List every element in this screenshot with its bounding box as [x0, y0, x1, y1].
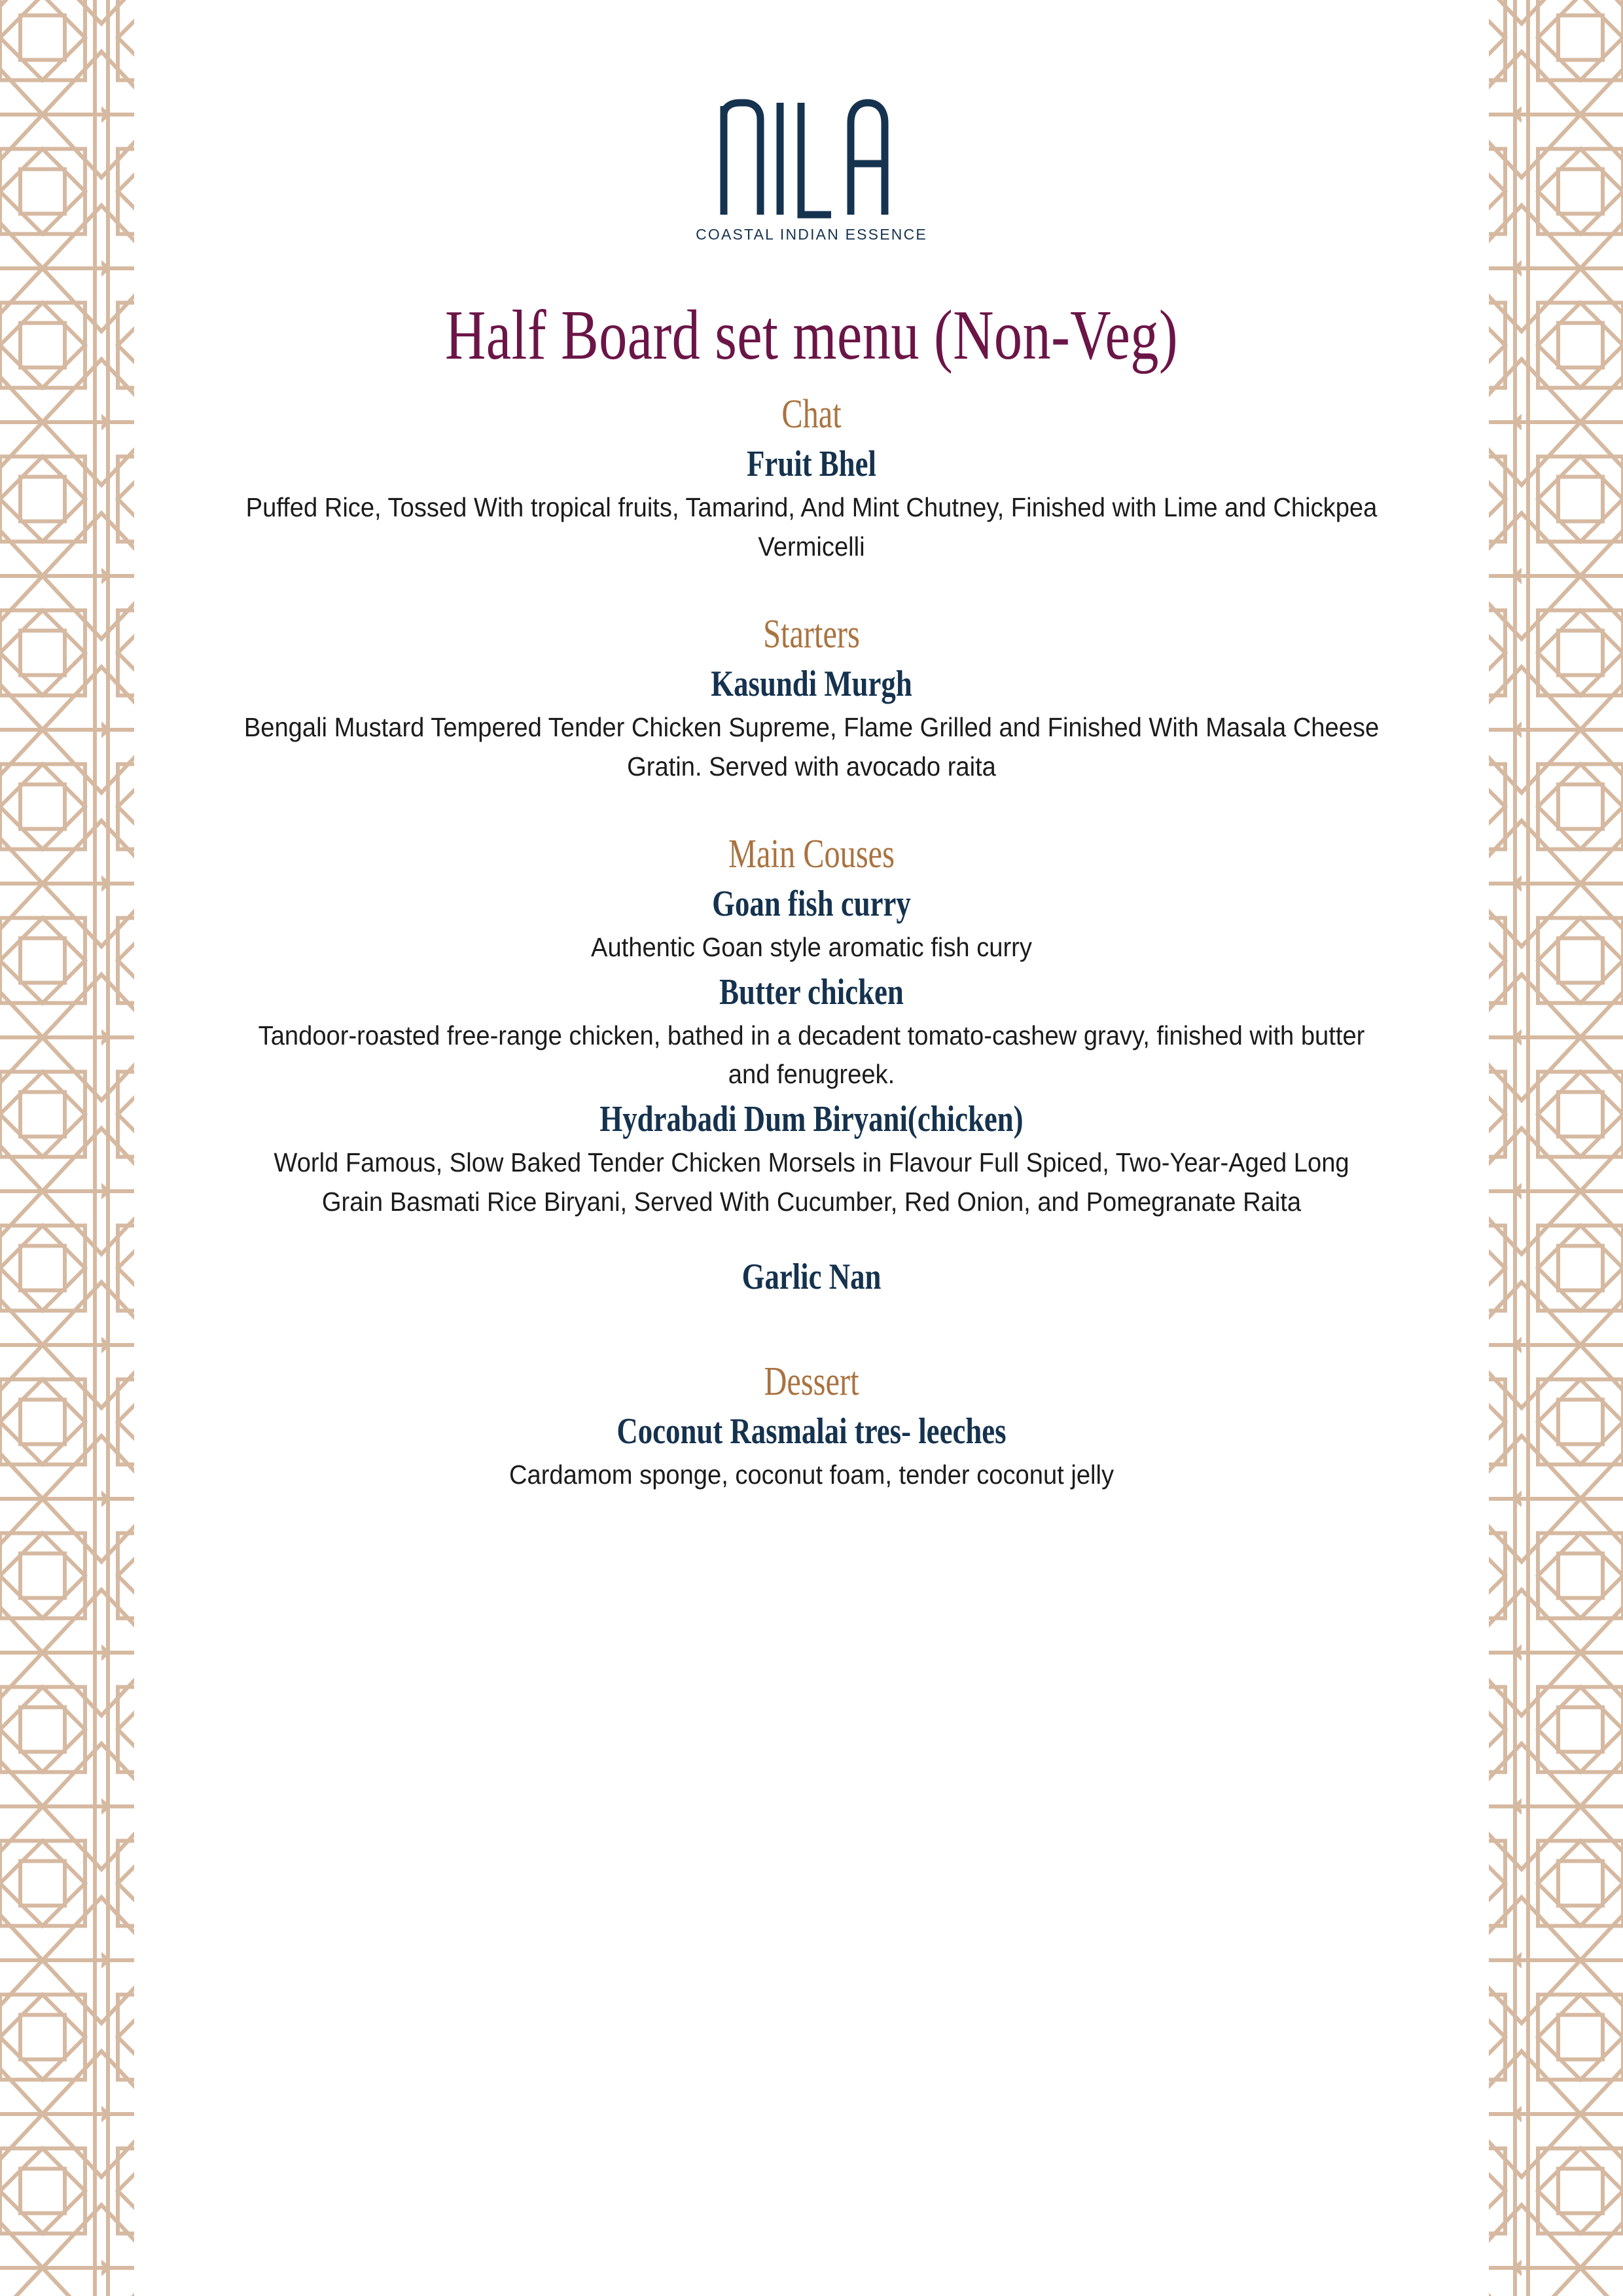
- dish-name: Fruit Bhel: [747, 443, 876, 484]
- menu-content: [164, 298, 1459, 1499]
- dish-description: Puffed Rice, Tossed With tropical fruits, Tamarind, And Mint Chutney, Finished with Lime and Chickpea Vermicelli: [245, 492, 1378, 562]
- dish-name: Kasundi Murgh: [711, 663, 912, 704]
- menu-section-chat: [164, 391, 1459, 567]
- nila-wordmark-icon: [720, 98, 903, 219]
- menu-item: [164, 1410, 1459, 1495]
- left-ornamental-border: [0, 0, 134, 2296]
- menu-item: [164, 1256, 1459, 1299]
- section-heading: Dessert: [764, 1359, 859, 1404]
- section-heading: Main Couses: [728, 831, 895, 876]
- brand-tagline: COASTAL INDIAN ESSENCE: [696, 226, 927, 243]
- menu-item: [164, 663, 1459, 787]
- right-ornamental-border: [1489, 0, 1623, 2296]
- dish-name: Garlic Nan: [741, 1257, 882, 1298]
- menu-section-main-courses: [164, 831, 1459, 1299]
- dish-description: World Famous, Slow Baked Tender Chicken Morsels in Flavour Full Spiced, Two-Year-Aged Long Grain Basmati Rice Biryani, Served With Cucumber, Red Onion, and Pomegranate Raita: [274, 1147, 1349, 1217]
- dish-name: Coconut Rasmalai tres- leeches: [616, 1411, 1007, 1452]
- menu-item: [164, 443, 1459, 567]
- menu-item: [164, 1098, 1459, 1222]
- dish-description: Cardamom sponge, coconut foam, tender coconut jelly: [508, 1460, 1115, 1490]
- menu-item: [164, 883, 1459, 967]
- section-heading: Chat: [781, 391, 842, 437]
- dish-description: Bengali Mustard Tempered Tender Chicken Supreme, Flame Grilled and Finished With Masala Cheese Gratin. Served with avocado raita: [243, 711, 1380, 781]
- dish-name: Hydrabadi Dum Biryani(chicken): [599, 1099, 1024, 1140]
- menu-section-dessert: [164, 1359, 1459, 1495]
- page-title: Half Board set menu (Non-Veg): [444, 296, 1179, 374]
- dish-name: Goan fish curry: [712, 883, 911, 924]
- brand-logo: [0, 98, 1623, 243]
- dish-description: Authentic Goan style aromatic fish curry: [591, 931, 1032, 962]
- menu-item: [164, 971, 1459, 1095]
- dish-name: Butter chicken: [719, 971, 904, 1013]
- dish-description: Tandoor-roasted free-range chicken, bathed in a decadent tomato-cashew gravy, finished with butter and fenugreek.: [258, 1020, 1365, 1090]
- menu-section-starters: [164, 611, 1459, 787]
- section-heading: Starters: [763, 611, 860, 656]
